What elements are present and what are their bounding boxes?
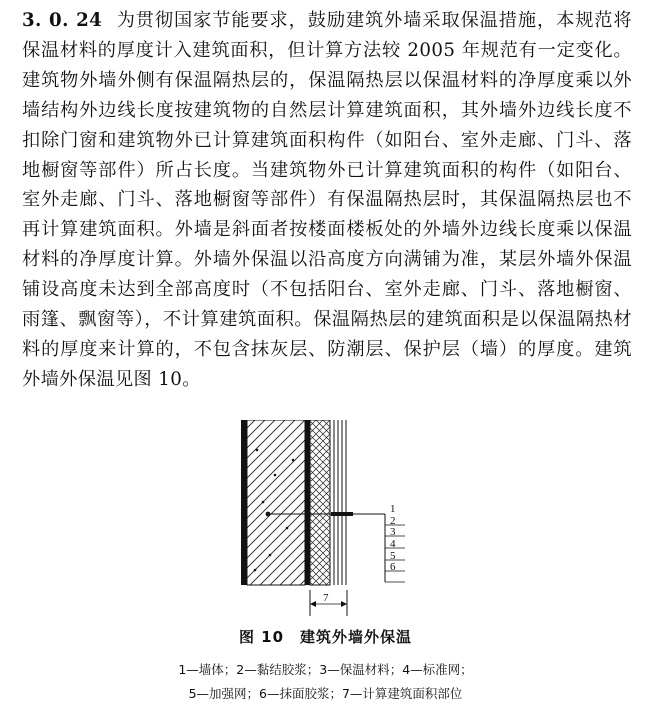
callout-2: 2 [390, 515, 396, 527]
callout-4: 4 [390, 538, 396, 550]
clause-text: 为贯彻国家节能要求，鼓励建筑外墙采取保温措施，本规范将保温材料的厚度计入建筑面积，但计算方法较 2005 年规范有一定变化。建筑物外墙外侧有保温隔热层的，保温隔热层以保温材料的净厚度乘以外墙结构外边线长度按建筑物的自然层计算建筑面积，其外墙外边线长度不扣除门窗和建筑物外已计算建筑面积构件（如阳台、室外走廊、门斗、落地橱窗等部件）所占长度。当建筑物外已计算建筑面积的构件（如阳台、室外走廊、门斗、落地橱窗等部件）有保温隔热层时，其保温隔热层也不再计算建筑面积。外墙是斜面者按楼面楼板处的外墙外边线长度乘以保温材料的净厚度计算。外墙外保温以沿高度方向满铺为准，某层外墙外保温铺设高度未达到全部高度时（不包括阳台、室外走廊、门斗、落地橱窗、雨篷、飘窗等），不计算建筑面积。保温隔热层的建筑面积是以保温隔热材料的厚度来计算的，不包含抹灰层、防潮层、保护层（墙）的厚度。建筑外墙外保温见图 10。 [22, 10, 632, 390]
figure-caption-title: 图 10 建筑外墙外保温 [238, 628, 413, 646]
wall-body [241, 420, 305, 585]
callout-1: 1 [390, 503, 396, 515]
mesh-and-render-layers [334, 420, 346, 585]
clause-number: 3. 0. 24 [22, 10, 103, 31]
callout-7: 7 [323, 592, 329, 604]
callout-6: 6 [390, 561, 396, 573]
figure-legend-line-1: 1—墙体；2—黏结胶浆；3—保温材料；4—标准网； [178, 662, 473, 677]
insulation-material-layer [310, 420, 330, 585]
clause-paragraph [22, 6, 632, 395]
callout-5: 5 [390, 550, 396, 562]
wall-insulation-diagram [225, 420, 425, 620]
callout-3: 3 [390, 526, 396, 538]
figure-legend-line-2: 5—加强网；6—抹面胶浆；7—计算建筑面积部位 [188, 686, 463, 701]
adhesive-mortar-layer [305, 420, 310, 585]
